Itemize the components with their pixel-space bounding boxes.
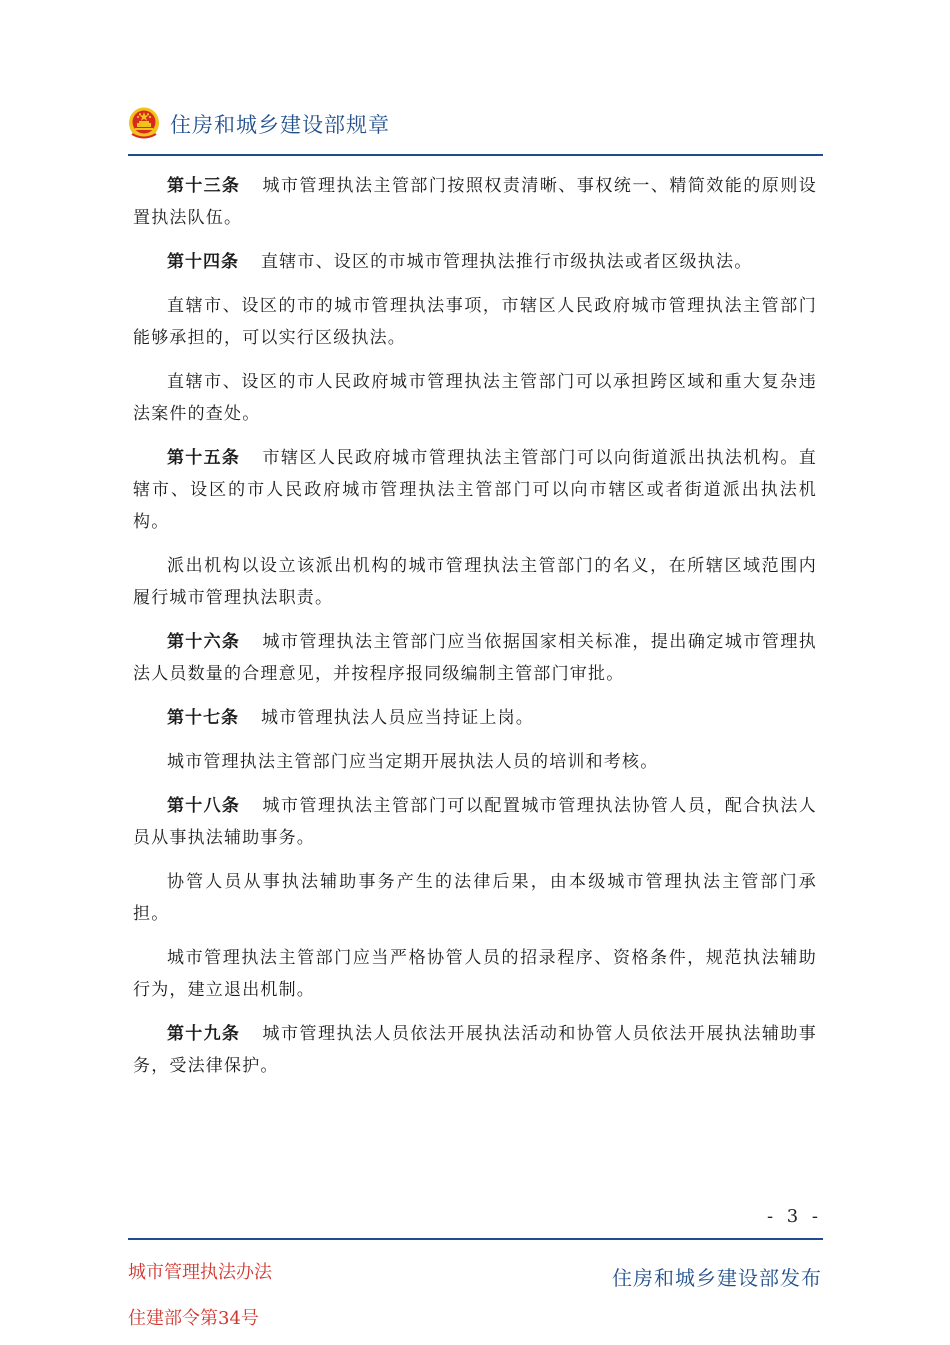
paragraph <box>133 702 817 734</box>
regulation-body <box>133 170 817 1094</box>
paragraph-text: 城市管理执法主管部门按照权责清晰、事权统一、精简效能的原则设置执法队伍。 <box>133 176 818 228</box>
paragraph-text: 派出机构以设立该派出机构的城市管理执法主管部门的名义，在所辖区域范围内履行城市管理执法职责。 <box>133 556 817 608</box>
paragraph <box>133 246 817 278</box>
footer-document-title: 城市管理执法办法 <box>128 1262 272 1283</box>
footer-publisher: 住房和城乡建设部发布 <box>612 1266 822 1290</box>
paragraph <box>133 942 817 1006</box>
paragraph-text: 协管人员从事执法辅助事务产生的法律后果，由本级城市管理执法主管部门承担。 <box>133 872 817 924</box>
article-number: 第十九条 <box>167 1024 241 1044</box>
paragraph <box>133 1018 817 1082</box>
article-number: 第十八条 <box>167 796 241 816</box>
paragraph-text: 城市管理执法主管部门应当严格协管人员的招录程序、资格条件，规范执法辅助行为，建立退出机制。 <box>133 948 817 1000</box>
paragraph-text: 市辖区人民政府城市管理执法主管部门可以向街道派出执法机构。直辖市、设区的市人民政府城市管理执法主管部门可以向市辖区或者街道派出执法机构。 <box>133 448 818 532</box>
paragraph <box>133 170 817 234</box>
page-header <box>128 104 823 156</box>
footer-document-number: 住建部令第34号 <box>128 1308 259 1329</box>
paragraph-text: 城市管理执法人员依法开展执法活动和协管人员依法开展执法辅助事务，受法律保护。 <box>133 1024 818 1076</box>
paragraph-text: 直辖市、设区的市城市管理执法推行市级执法或者区级执法。 <box>261 252 753 272</box>
paragraph-text: 城市管理执法主管部门应当依据国家相关标准，提出确定城市管理执法人员数量的合理意见，并按程序报同级编制主管部门审批。 <box>133 632 818 684</box>
paragraph <box>133 790 817 854</box>
paragraph-text: 城市管理执法人员应当持证上岗。 <box>261 708 534 728</box>
header-divider <box>128 154 823 156</box>
paragraph <box>133 442 817 538</box>
paragraph <box>133 550 817 614</box>
article-number: 第十七条 <box>167 708 239 728</box>
national-emblem-icon <box>128 104 160 140</box>
header-title: 住房和城乡建设部规章 <box>170 113 390 137</box>
paragraph <box>133 746 817 778</box>
paragraph-text: 直辖市、设区的市的城市管理执法事项，市辖区人民政府城市管理执法主管部门能够承担的，可以实行区级执法。 <box>133 296 817 348</box>
paragraph-text: 直辖市、设区的市人民政府城市管理执法主管部门可以承担跨区域和重大复杂违法案件的查处。 <box>133 372 817 424</box>
article-number: 第十五条 <box>167 448 241 468</box>
article-number: 第十四条 <box>167 252 239 272</box>
paragraph-text: 城市管理执法主管部门可以配置城市管理执法协管人员，配合执法人员从事执法辅助事务。 <box>133 796 818 848</box>
footer-divider <box>128 1238 823 1240</box>
paragraph <box>133 290 817 354</box>
paragraph-text: 城市管理执法主管部门应当定期开展执法人员的培训和考核。 <box>167 752 659 772</box>
article-number: 第十六条 <box>167 632 241 652</box>
paragraph <box>133 366 817 430</box>
paragraph <box>133 626 817 690</box>
article-number: 第十三条 <box>167 176 241 196</box>
paragraph <box>133 866 817 930</box>
page-number: - 3 - <box>766 1206 822 1227</box>
